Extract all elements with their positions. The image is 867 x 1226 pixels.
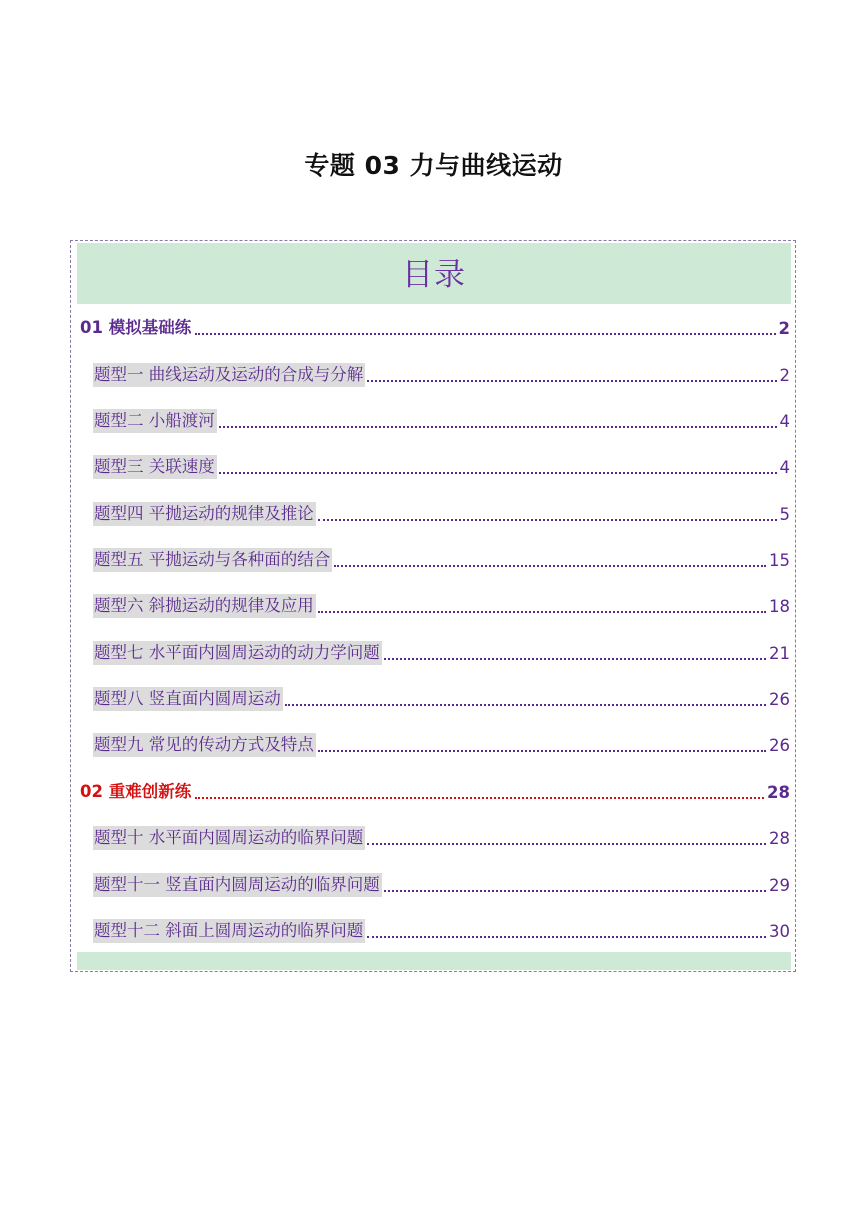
toc-item-label: 题型十二 斜面上圆周运动的临界问题 (93, 919, 365, 943)
toc-page-number: 2 (778, 319, 790, 338)
toc-section-advanced[interactable] (79, 780, 790, 804)
toc-item-label: 题型八 竖直面内圆周运动 (93, 687, 283, 711)
toc-item-label: 题型九 常见的传动方式及特点 (93, 733, 316, 757)
toc-heading: 目录 (402, 257, 466, 293)
toc-page-number: 15 (769, 551, 790, 570)
toc-item-type-12[interactable] (93, 919, 790, 943)
toc-item-type-2[interactable] (93, 409, 790, 433)
toc-leader-dots (367, 380, 776, 382)
toc-item-label: 题型六 斜抛运动的规律及应用 (93, 594, 316, 618)
toc-header-band (77, 243, 791, 304)
toc-footer-band (77, 952, 791, 970)
toc-section-basic[interactable] (79, 316, 790, 340)
table-of-contents (70, 240, 796, 972)
toc-leader-dots (318, 750, 766, 752)
toc-page-number: 2 (779, 366, 790, 385)
toc-page-number: 5 (779, 505, 790, 524)
toc-page-number: 21 (769, 644, 790, 663)
toc-page-number: 26 (769, 690, 790, 709)
toc-leader-dots (367, 936, 766, 938)
toc-page-number: 28 (769, 829, 790, 848)
toc-section-label: 01 模拟基础练 (80, 318, 192, 337)
toc-leader-dots (219, 426, 777, 428)
toc-item-type-10[interactable] (93, 826, 790, 850)
toc-item-type-6[interactable] (93, 594, 790, 618)
toc-leader-dots (367, 843, 766, 845)
toc-item-type-1[interactable] (93, 363, 790, 387)
toc-item-type-8[interactable] (93, 687, 790, 711)
document-title: 专题 03 力与曲线运动 (304, 151, 563, 180)
toc-page-number: 30 (769, 922, 790, 941)
toc-item-label: 题型五 平抛运动与各种面的结合 (93, 548, 332, 572)
toc-page-number: 28 (767, 783, 790, 802)
toc-leader-dots (334, 565, 766, 567)
toc-item-label: 题型十一 竖直面内圆周运动的临界问题 (93, 873, 382, 897)
toc-page-number: 18 (769, 597, 790, 616)
toc-item-label: 题型十 水平面内圆周运动的临界问题 (93, 826, 365, 850)
toc-leader-dots (195, 797, 764, 799)
toc-item-label: 题型二 小船渡河 (93, 409, 217, 433)
toc-item-type-5[interactable] (93, 548, 790, 572)
toc-item-type-3[interactable] (93, 455, 790, 479)
toc-page-number: 4 (779, 412, 790, 431)
toc-item-type-9[interactable] (93, 733, 790, 757)
toc-page-number: 26 (769, 736, 790, 755)
toc-item-type-4[interactable] (93, 502, 790, 526)
toc-page-number: 4 (779, 458, 790, 477)
toc-leader-dots (195, 333, 775, 335)
toc-item-type-7[interactable] (93, 641, 790, 665)
toc-item-label: 题型四 平抛运动的规律及推论 (93, 502, 316, 526)
toc-section-label: 02 重难创新练 (80, 782, 192, 801)
toc-leader-dots (384, 890, 766, 892)
toc-page-number: 29 (769, 876, 790, 895)
toc-leader-dots (318, 611, 766, 613)
toc-leader-dots (384, 658, 766, 660)
toc-item-type-11[interactable] (93, 873, 790, 897)
toc-item-label: 题型七 水平面内圆周运动的动力学问题 (93, 641, 382, 665)
toc-leader-dots (285, 704, 766, 706)
toc-item-label: 题型三 关联速度 (93, 455, 217, 479)
toc-leader-dots (219, 472, 777, 474)
toc-item-label: 题型一 曲线运动及运动的合成与分解 (93, 363, 365, 387)
toc-leader-dots (318, 519, 777, 521)
